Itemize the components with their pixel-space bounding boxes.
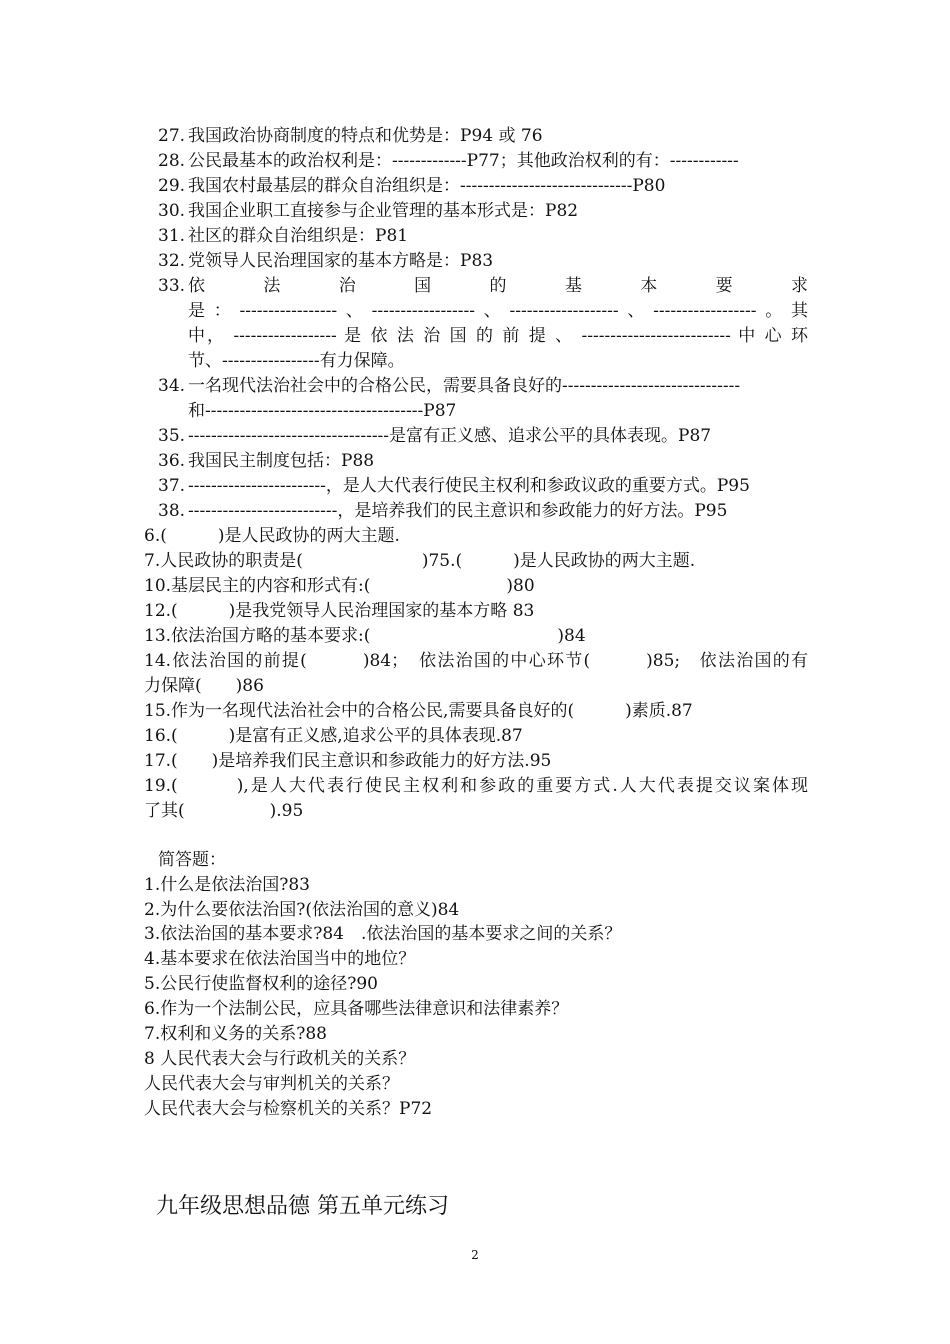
short-answer-item: 人民代表大会与检察机关的关系？P72	[144, 1099, 433, 1119]
short-answer-item: 6.作为一个法制公民，应具备哪些法律意识和法律素养？	[144, 999, 569, 1019]
item-text: 我国企业职工直接参与企业管理的基本形式是：P82	[188, 201, 579, 221]
item-number: 32.	[158, 251, 186, 271]
item-number: 33.	[158, 276, 186, 296]
item-number: 28.	[158, 151, 186, 171]
item-text: 党领导人民治理国家的基本方略是：P83	[188, 251, 494, 271]
item-text: 我国政治协商制度的特点和优势是：P94 或 76	[188, 126, 543, 146]
item-number: 30.	[158, 201, 186, 221]
fill-item: 了其( ).95	[144, 801, 304, 821]
item-text: 中， ------------------ 是 依 法 治 国 的 前 提 、 -------------------------- 中 心 环	[188, 326, 808, 346]
item-number: 38.	[158, 501, 186, 521]
short-answer-item: 1.什么是依法治国?83	[144, 875, 310, 895]
short-answer-item: 2.为什么要依法治国?(依法治国的意义)84	[144, 900, 460, 920]
fill-item: 12.( )是我党领导人民治理国家的基本方略 83	[144, 601, 535, 621]
short-answer-item: 人民代表大会与审判机关的关系？	[144, 1074, 399, 1094]
page-number: 2	[471, 1248, 479, 1262]
item-number: 35.	[158, 426, 186, 446]
item-text: 是：-----------------、------------------、-------------------、------------------。其	[188, 301, 808, 321]
fill-item: 10.基层民主的内容和形式有:( )80	[144, 576, 535, 596]
item-number: 34.	[158, 376, 186, 396]
item-text: 我国农村最基层的群众自治组织是：------------------------------P80	[188, 176, 666, 196]
item-number: 37.	[158, 476, 186, 496]
fill-item: 19.( ),是人大代表行使民主权利和参政的重要方式.人大代表提交议案体现	[144, 776, 808, 796]
short-answer-item: 4.基本要求在依法治国当中的地位？	[144, 949, 416, 969]
item-text: 公民最基本的政治权利是：-------------P77；其他政治权利的有：------------	[188, 151, 739, 171]
fill-item: 17.( )是培养我们民主意识和参政能力的好方法.95	[144, 751, 552, 771]
item-text: ------------------------，是人大代表行使民主权利和参政议政的重要方式。P95	[188, 476, 750, 496]
item-number: 29.	[158, 176, 186, 196]
item-text: 和--------------------------------------P87	[188, 401, 457, 421]
item-text: 一名现代法治社会中的合格公民，需要具备良好的-------------------------------	[188, 376, 741, 396]
fill-item: 14.依法治国的前提( )84； 依法治国的中心环节( )85; 依法治国的有	[144, 651, 808, 671]
fill-item: 力保障( )86	[144, 676, 264, 696]
short-answer-item: 8 人民代表大会与行政机关的关系？	[144, 1049, 416, 1069]
short-answer-item: 5.公民行使监督权利的途径?90	[144, 974, 378, 994]
item-text: 依 法 治 国 的 基 本 要 求	[188, 276, 808, 296]
item-text: 社区的群众自治组织是：P81	[188, 226, 409, 246]
item-text: 我国民主制度包括：P88	[188, 451, 375, 471]
fill-item: 15.作为一名现代法治社会中的合格公民,需要具备良好的( )素质.87	[144, 701, 693, 721]
item-number: 27.	[158, 126, 186, 146]
item-number: 31.	[158, 226, 186, 246]
fill-item: 6.( )是人民政协的两大主题.	[144, 526, 400, 546]
short-answer-item: 7.权利和义务的关系?88	[144, 1024, 327, 1044]
fill-item: 13.依法治国方略的基本要求:( )84	[144, 626, 586, 646]
fill-item: 7.人民政协的职责是( )75.( )是人民政协的两大主题.	[144, 551, 696, 571]
item-text: -----------------------------------是富有正义感、追求公平的具体表现。P87	[188, 426, 712, 446]
short-answer-title: 简答题：	[158, 850, 226, 870]
item-number: 36.	[158, 451, 186, 471]
item-text: --------------------------，是培养我们的民主意识和参政能力的好方法。P95	[188, 501, 728, 521]
short-answer-item: 3.依法治国的基本要求?84 .依法治国的基本要求之间的关系？	[144, 924, 622, 944]
fill-item: 16.( )是富有正义感,追求公平的具体表现.87	[144, 726, 523, 746]
section-heading: 九年级思想品德 第五单元练习	[156, 1194, 449, 1219]
item-text: 节、-----------------有力保障。	[188, 351, 405, 371]
